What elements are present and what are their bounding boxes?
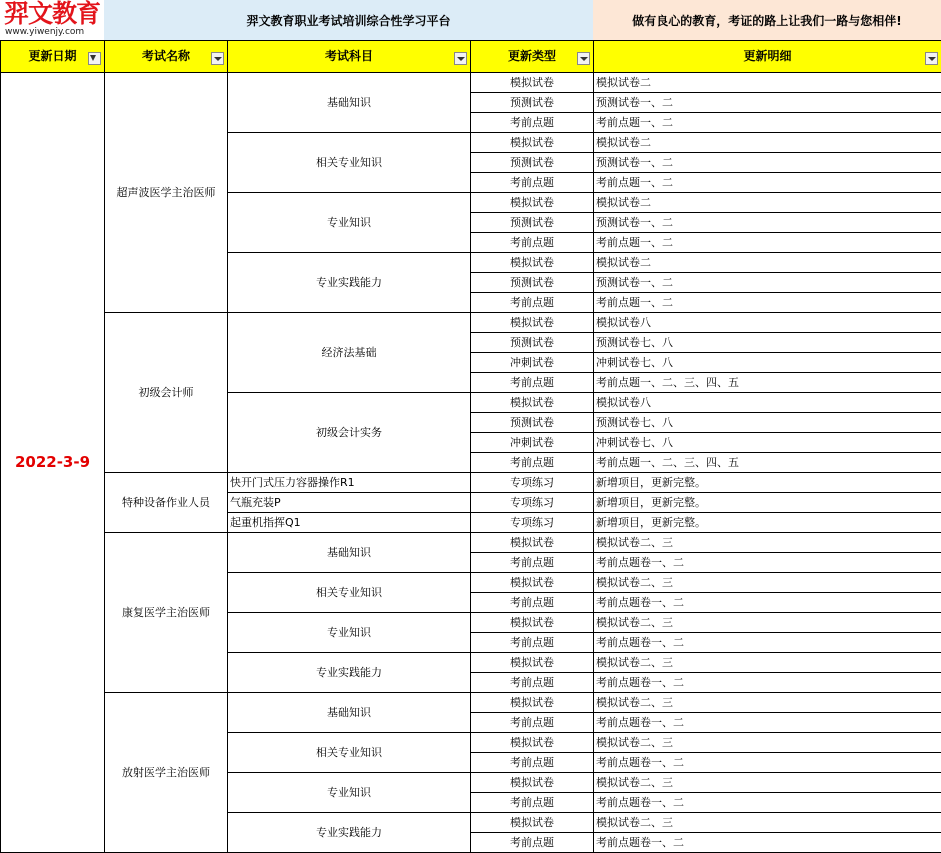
logo bbox=[0, 0, 104, 40]
exam-subject-cell: 气瓶充装P bbox=[228, 493, 471, 513]
update-type-cell: 考前点题 bbox=[471, 113, 594, 133]
banner bbox=[0, 0, 941, 40]
exam-subject-cell: 起重机指挥Q1 bbox=[228, 513, 471, 533]
update-type-cell: 考前点题 bbox=[471, 673, 594, 693]
update-detail-cell: 考前点题卷一、二 bbox=[594, 633, 941, 653]
update-type-cell: 模拟试卷 bbox=[471, 813, 594, 833]
update-type-cell: 考前点题 bbox=[471, 453, 594, 473]
table-row bbox=[1, 313, 941, 333]
update-detail-cell: 考前点题卷一、二 bbox=[594, 753, 941, 773]
update-date-cell: 2022-3-9 bbox=[1, 73, 105, 853]
update-type-cell: 考前点题 bbox=[471, 373, 594, 393]
update-detail-cell: 考前点题卷一、二 bbox=[594, 833, 941, 853]
exam-subject-cell: 经济法基础 bbox=[228, 313, 471, 393]
header-label: 考试科目 bbox=[324, 49, 373, 63]
header-update-type bbox=[471, 41, 594, 73]
update-detail-cell: 考前点题卷一、二 bbox=[594, 673, 941, 693]
logo-text: 羿文教育 bbox=[4, 0, 101, 28]
update-detail-cell: 考前点题一、二、三、四、五 bbox=[594, 453, 941, 473]
update-detail-cell: 预测试卷七、八 bbox=[594, 333, 941, 353]
update-detail-cell: 新增项目，更新完整。 bbox=[594, 513, 941, 533]
update-type-cell: 模拟试卷 bbox=[471, 393, 594, 413]
update-detail-cell: 预测试卷七、八 bbox=[594, 413, 941, 433]
update-type-cell: 模拟试卷 bbox=[471, 533, 594, 553]
update-detail-cell: 模拟试卷二、三 bbox=[594, 533, 941, 553]
update-detail-cell: 预测试卷一、二 bbox=[594, 93, 941, 113]
update-type-cell: 考前点题 bbox=[471, 633, 594, 653]
update-detail-cell: 预测试卷一、二 bbox=[594, 153, 941, 173]
exam-subject-cell: 专业知识 bbox=[228, 773, 471, 813]
header-exam-name bbox=[105, 41, 228, 73]
update-detail-cell: 考前点题卷一、二 bbox=[594, 713, 941, 733]
exam-subject-cell: 基础知识 bbox=[228, 73, 471, 133]
update-detail-cell: 模拟试卷二、三 bbox=[594, 653, 941, 673]
exam-subject-cell: 初级会计实务 bbox=[228, 393, 471, 473]
exam-subject-cell: 专业实践能力 bbox=[228, 813, 471, 853]
table-body bbox=[1, 73, 941, 853]
update-type-cell: 预测试卷 bbox=[471, 153, 594, 173]
update-detail-cell: 模拟试卷二、三 bbox=[594, 773, 941, 793]
update-detail-cell: 模拟试卷二、三 bbox=[594, 733, 941, 753]
exam-subject-cell: 相关专业知识 bbox=[228, 733, 471, 773]
exam-subject-cell: 基础知识 bbox=[228, 693, 471, 733]
update-type-cell: 冲刺试卷 bbox=[471, 433, 594, 453]
exam-subject-cell: 相关专业知识 bbox=[228, 133, 471, 193]
filter-dropdown-icon[interactable] bbox=[577, 52, 590, 65]
update-type-cell: 模拟试卷 bbox=[471, 573, 594, 593]
update-type-cell: 专项练习 bbox=[471, 473, 594, 493]
filter-dropdown-icon[interactable] bbox=[925, 52, 938, 65]
update-detail-cell: 考前点题卷一、二 bbox=[594, 793, 941, 813]
header-row bbox=[1, 41, 941, 73]
header-label: 更新日期 bbox=[28, 49, 77, 63]
exam-name-cell: 初级会计师 bbox=[105, 313, 228, 473]
exam-name-cell: 超声波医学主治医师 bbox=[105, 73, 228, 313]
table-row bbox=[1, 533, 941, 553]
update-detail-cell: 考前点题一、二 bbox=[594, 293, 941, 313]
update-detail-cell: 预测试卷一、二 bbox=[594, 213, 941, 233]
update-detail-cell: 模拟试卷二、三 bbox=[594, 573, 941, 593]
update-detail-cell: 冲刺试卷七、八 bbox=[594, 433, 941, 453]
update-type-cell: 模拟试卷 bbox=[471, 693, 594, 713]
update-detail-cell: 模拟试卷八 bbox=[594, 393, 941, 413]
exam-subject-cell: 专业知识 bbox=[228, 613, 471, 653]
update-type-cell: 模拟试卷 bbox=[471, 653, 594, 673]
update-detail-cell: 模拟试卷二、三 bbox=[594, 813, 941, 833]
update-type-cell: 专项练习 bbox=[471, 513, 594, 533]
filter-dropdown-icon[interactable] bbox=[211, 52, 224, 65]
update-detail-cell: 新增项目，更新完整。 bbox=[594, 473, 941, 493]
table-row bbox=[1, 693, 941, 713]
update-detail-cell: 模拟试卷二、三 bbox=[594, 613, 941, 633]
update-type-cell: 预测试卷 bbox=[471, 333, 594, 353]
update-type-cell: 冲刺试卷 bbox=[471, 353, 594, 373]
exam-subject-cell: 专业知识 bbox=[228, 193, 471, 253]
update-type-cell: 模拟试卷 bbox=[471, 253, 594, 273]
slogan: 做有良心的教育，考证的路上让我们一路与您相伴! bbox=[593, 0, 941, 40]
update-detail-cell: 模拟试卷二 bbox=[594, 73, 941, 93]
update-type-cell: 考前点题 bbox=[471, 593, 594, 613]
update-type-cell: 模拟试卷 bbox=[471, 613, 594, 633]
exam-subject-cell: 基础知识 bbox=[228, 533, 471, 573]
update-detail-cell: 考前点题一、二 bbox=[594, 173, 941, 193]
exam-name-cell: 康复医学主治医师 bbox=[105, 533, 228, 693]
update-type-cell: 模拟试卷 bbox=[471, 193, 594, 213]
filter-dropdown-icon[interactable] bbox=[454, 52, 467, 65]
platform-title: 羿文教育职业考试培训综合性学习平台 bbox=[104, 0, 593, 40]
filter-funnel-icon[interactable] bbox=[88, 52, 101, 65]
update-type-cell: 考前点题 bbox=[471, 173, 594, 193]
update-type-cell: 考前点题 bbox=[471, 293, 594, 313]
exam-name-cell: 放射医学主治医师 bbox=[105, 693, 228, 853]
update-type-cell: 考前点题 bbox=[471, 833, 594, 853]
exam-subject-cell: 快开门式压力容器操作R1 bbox=[228, 473, 471, 493]
update-type-cell: 预测试卷 bbox=[471, 413, 594, 433]
update-type-cell: 考前点题 bbox=[471, 793, 594, 813]
update-detail-cell: 新增项目，更新完整。 bbox=[594, 493, 941, 513]
update-type-cell: 考前点题 bbox=[471, 713, 594, 733]
update-detail-cell: 考前点题一、二 bbox=[594, 113, 941, 133]
update-detail-cell: 模拟试卷二 bbox=[594, 133, 941, 153]
update-table bbox=[0, 40, 941, 853]
header-update-date bbox=[1, 41, 105, 73]
table-row bbox=[1, 473, 941, 493]
exam-subject-cell: 专业实践能力 bbox=[228, 653, 471, 693]
update-detail-cell: 模拟试卷二 bbox=[594, 253, 941, 273]
header-label: 更新类型 bbox=[507, 49, 556, 63]
update-detail-cell: 预测试卷一、二 bbox=[594, 273, 941, 293]
update-detail-cell: 冲刺试卷七、八 bbox=[594, 353, 941, 373]
update-detail-cell: 考前点题卷一、二 bbox=[594, 593, 941, 613]
update-type-cell: 考前点题 bbox=[471, 553, 594, 573]
update-detail-cell: 模拟试卷二 bbox=[594, 193, 941, 213]
update-detail-cell: 考前点题一、二 bbox=[594, 233, 941, 253]
update-type-cell: 模拟试卷 bbox=[471, 313, 594, 333]
header-label: 考试名称 bbox=[141, 49, 190, 63]
header-exam-subject bbox=[228, 41, 471, 73]
logo-url: www.yiwenjy.com bbox=[5, 27, 85, 37]
update-type-cell: 考前点题 bbox=[471, 233, 594, 253]
exam-name-cell: 特种设备作业人员 bbox=[105, 473, 228, 533]
update-type-cell: 模拟试卷 bbox=[471, 773, 594, 793]
update-type-cell: 模拟试卷 bbox=[471, 133, 594, 153]
update-detail-cell: 考前点题一、二、三、四、五 bbox=[594, 373, 941, 393]
update-type-cell: 专项练习 bbox=[471, 493, 594, 513]
update-type-cell: 模拟试卷 bbox=[471, 73, 594, 93]
exam-subject-cell: 相关专业知识 bbox=[228, 573, 471, 613]
update-type-cell: 预测试卷 bbox=[471, 93, 594, 113]
update-type-cell: 模拟试卷 bbox=[471, 733, 594, 753]
header-label: 更新明细 bbox=[743, 49, 792, 63]
update-type-cell: 预测试卷 bbox=[471, 213, 594, 233]
update-type-cell: 预测试卷 bbox=[471, 273, 594, 293]
update-detail-cell: 考前点题卷一、二 bbox=[594, 553, 941, 573]
exam-subject-cell: 专业实践能力 bbox=[228, 253, 471, 313]
update-detail-cell: 模拟试卷八 bbox=[594, 313, 941, 333]
update-type-cell: 考前点题 bbox=[471, 753, 594, 773]
update-detail-cell: 模拟试卷二、三 bbox=[594, 693, 941, 713]
table-row bbox=[1, 73, 941, 93]
header-update-detail bbox=[594, 41, 941, 73]
